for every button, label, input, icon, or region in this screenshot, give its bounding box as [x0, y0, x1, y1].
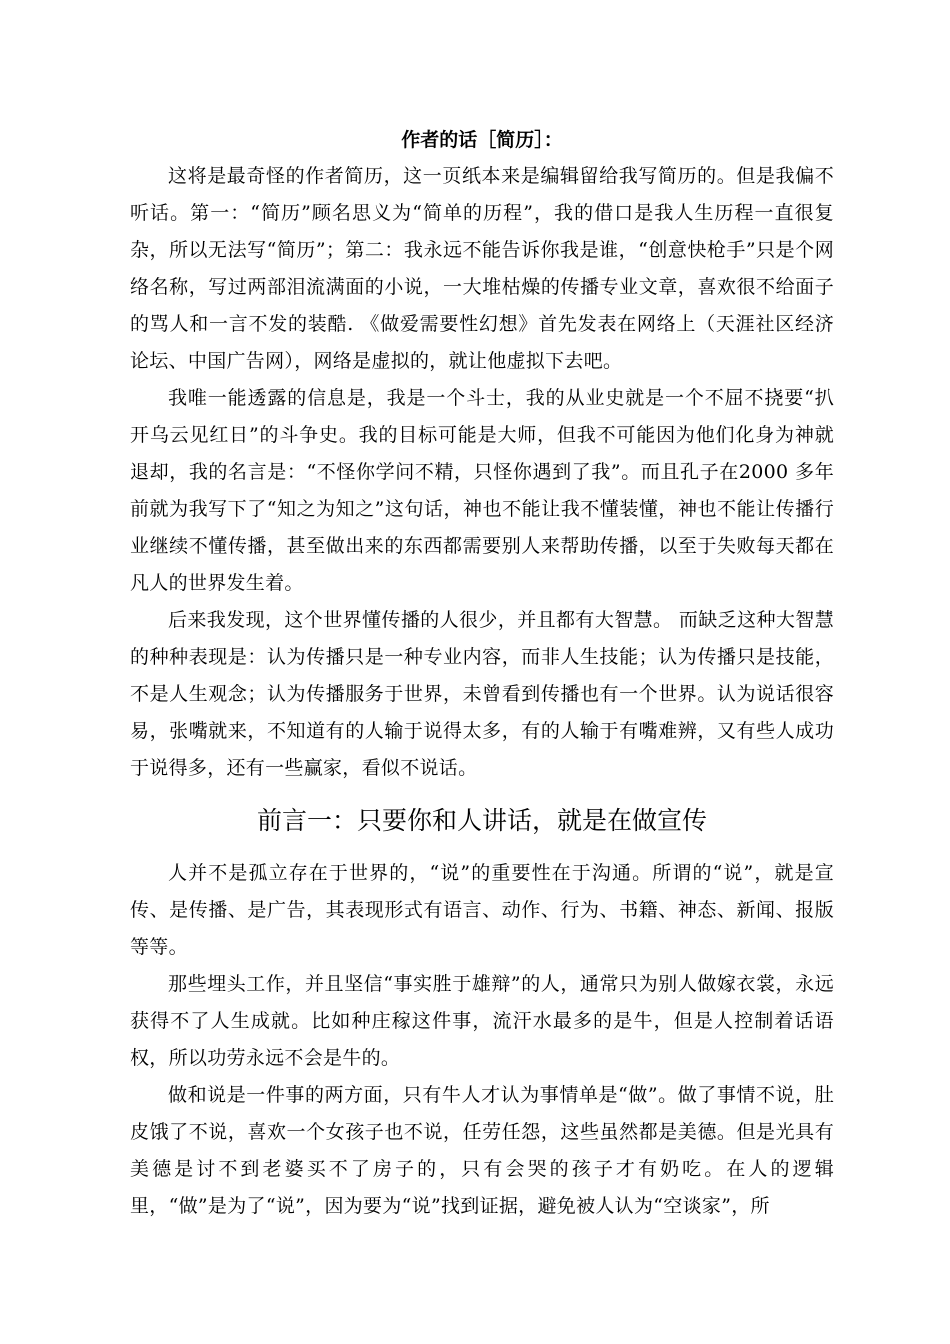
- paragraph: 后来我发现，这个世界懂传播的人很少，并且都有大智慧。 而缺乏这种大智慧的种种表现是：认为传播只是一种专业内容，而非人生技能；认为传播只是技能，不是人生观念；认为传播服务于世界，未曾看到传播也有一个世界。认为说话很容易，张嘴就来，不知道有的人输于说得太多，有的人输于有嘴难辨，又有些人成功于说得多，还有一些赢家，看似不说话。: [130, 609, 834, 779]
- paragraph: 做和说是一件事的两方面，只有牛人才认为事情单是“做”。做了事情不说，肚皮饿了不说，喜欢一个女孩子也不说，任劳任怨，这些虽然都是美德。但是光具有美德是讨不到老婆买不了房子的，只有会哭的孩子才有奶吃。在人的逻辑里，“做”是为了“说”，因为要为“说”找到证据，避免被人认为“空谈家”，所: [130, 1084, 834, 1217]
- paragraph: 这将是最奇怪的作者简历，这一页纸本来是编辑留给我写简历的。但是我偏不听话。第一：“简历”顾名思义为“简单的历程”，我的借口是我人生历程一直很复杂，所以无法写“简历”；第二：我永远不能告诉你我是谁，“创意快枪手”只是个网络名称，写过两部泪流满面的小说，一大堆枯燥的传播专业文章，喜欢很不给面子的骂人和一言不发的装酷. 《做爱需要性幻想》首先发表在网络上（天涯社区经济论坛、中国广告网），网络是虚拟的，就让他虚拟下去吧。: [130, 165, 834, 372]
- section-heading: 前言一：只要你和人讲话，就是在做宣传: [256, 806, 707, 835]
- paragraph: 我唯一能透露的信息是，我是一个斗士，我的从业史就是一个不屈不挠要“扒开乌云见红日”的斗争史。我的目标可能是大师，但我不可能因为他们化身为神就退却，我的名言是：“不怪你学问不精，只怪你遇到了我”。而且孔子在2000 多年前就为我写下了“知之为知之”这句话，神也不能让我不懂装懂，神也不能让传播行业继续不懂传播，甚至做出来的东西都需要别人来帮助传播，以至于失败每天都在凡人的世界发生着。: [130, 387, 834, 594]
- page-title: 作者的话［简历］：: [401, 129, 563, 151]
- document-body: [130, 122, 834, 1225]
- paragraph: 人并不是孤立存在于世界的，“说”的重要性在于沟通。所谓的“说”，就是宣传、是传播、是广告，其表现形式有语言、动作、行为、书籍、神态、新闻、报版等等。: [130, 862, 834, 958]
- paragraph: 那些埋头工作，并且坚信“事实胜于雄辩”的人，通常只为别人做嫁衣裳，永远获得不了人生成就。比如种庄稼这件事，流汗水最多的是牛，但是人控制着话语权，所以功劳永远不会是牛的。: [130, 973, 834, 1069]
